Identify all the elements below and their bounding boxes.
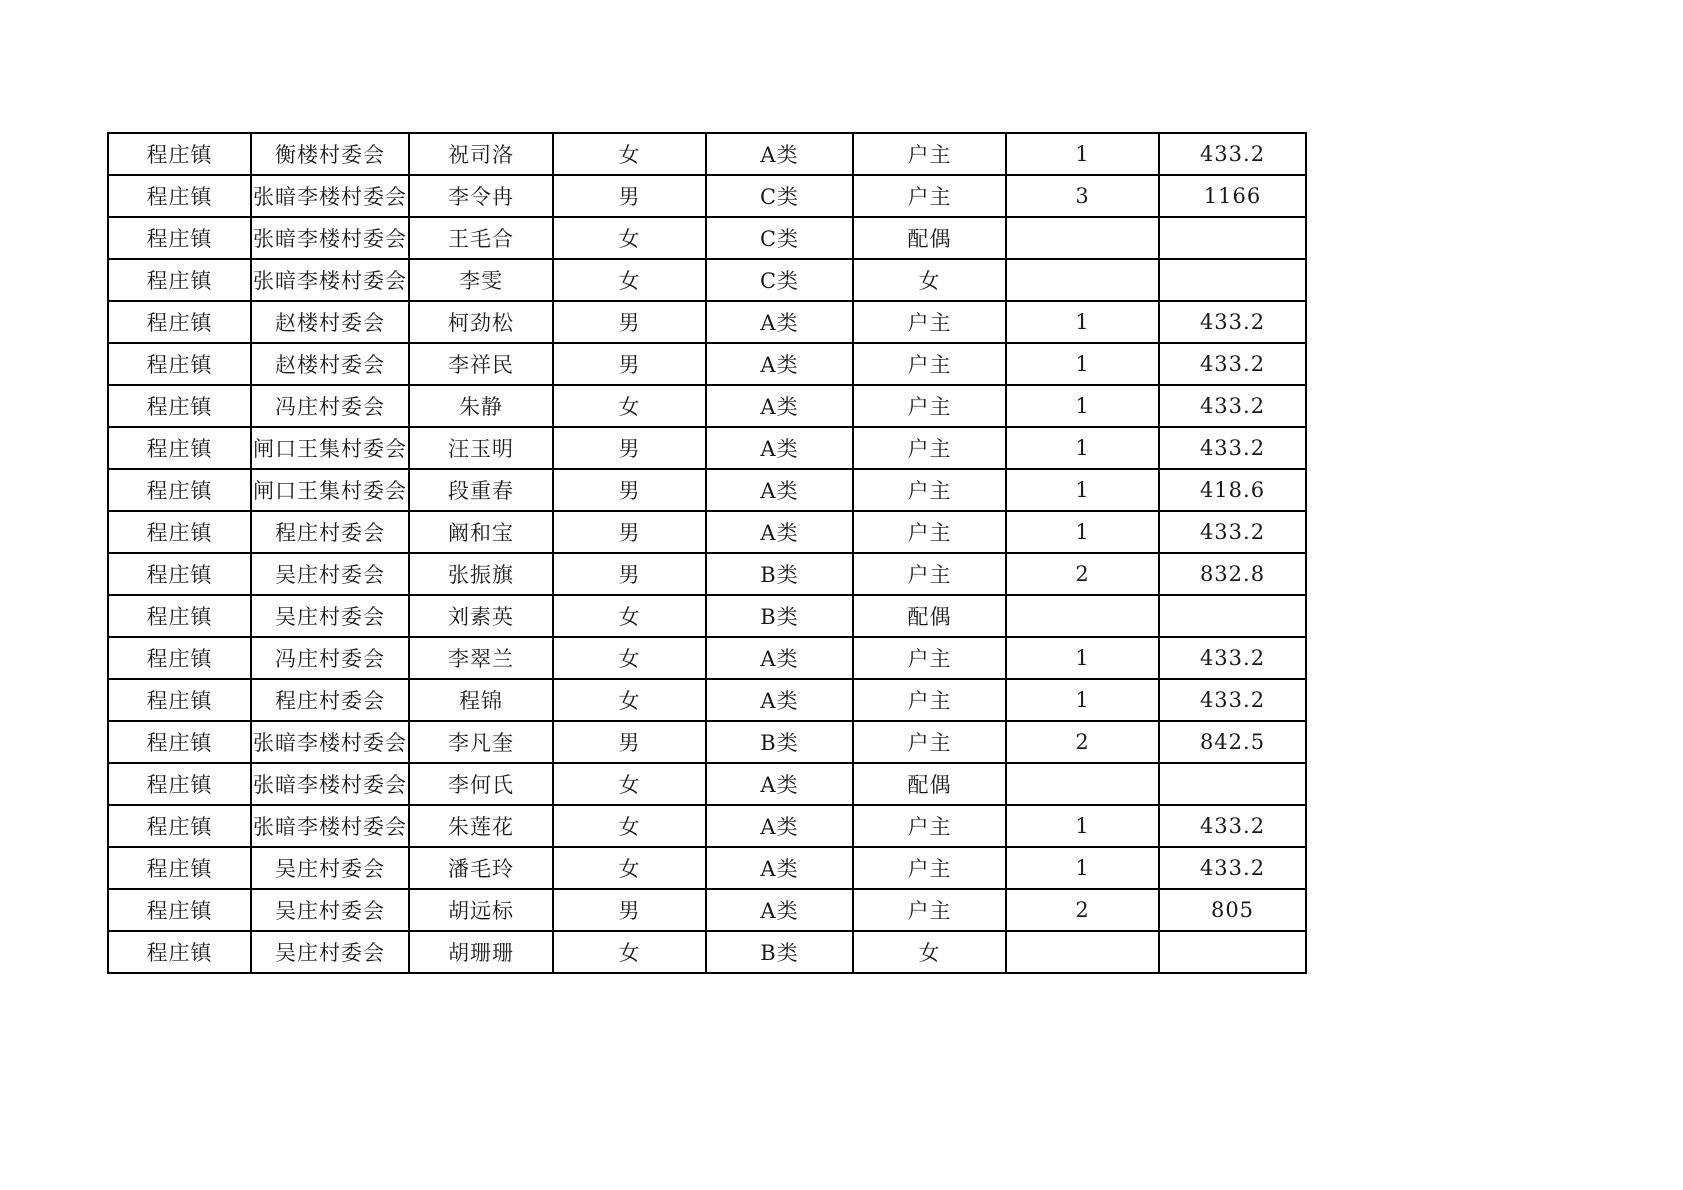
table-cell: 朱莲花 (409, 805, 553, 847)
table-cell: 程庄镇 (108, 595, 251, 637)
table-cell: 吴庄村委会 (251, 595, 409, 637)
table-cell: 433.2 (1159, 427, 1306, 469)
table-cell: 张暗李楼村委会 (251, 217, 409, 259)
table-cell: 程庄镇 (108, 763, 251, 805)
table-cell: 女 (553, 217, 706, 259)
table-row (108, 427, 1306, 469)
table-cell: 冯庄村委会 (251, 385, 409, 427)
table-cell: 张暗李楼村委会 (251, 721, 409, 763)
table-row (108, 721, 1306, 763)
table-cell: 户主 (853, 469, 1006, 511)
table-row (108, 763, 1306, 805)
table-cell: 女 (553, 931, 706, 973)
table-cell: 2 (1006, 553, 1159, 595)
table-cell: 程庄镇 (108, 847, 251, 889)
table-row (108, 511, 1306, 553)
table-cell: 户主 (853, 805, 1006, 847)
table-cell: 程庄镇 (108, 931, 251, 973)
table-cell: 吴庄村委会 (251, 553, 409, 595)
table-cell: 户主 (853, 847, 1006, 889)
table-cell: 户主 (853, 175, 1006, 217)
table-cell: A类 (706, 763, 853, 805)
table-cell: 户主 (853, 385, 1006, 427)
table-cell: 张振旗 (409, 553, 553, 595)
table-cell: 胡远标 (409, 889, 553, 931)
table-cell: 1 (1006, 385, 1159, 427)
table-cell: 程锦 (409, 679, 553, 721)
table-cell: 2 (1006, 889, 1159, 931)
table-cell: 433.2 (1159, 511, 1306, 553)
table-row (108, 133, 1306, 175)
table-cell: B类 (706, 553, 853, 595)
table-cell: 433.2 (1159, 847, 1306, 889)
table-cell: 张暗李楼村委会 (251, 763, 409, 805)
table-row (108, 679, 1306, 721)
table-cell: 配偶 (853, 763, 1006, 805)
table-cell: 女 (553, 385, 706, 427)
table-cell: 闸口王集村委会 (251, 427, 409, 469)
table-cell: 1 (1006, 469, 1159, 511)
table-row (108, 553, 1306, 595)
table-cell: 程庄镇 (108, 679, 251, 721)
table-cell: 433.2 (1159, 385, 1306, 427)
table-cell: 程庄镇 (108, 133, 251, 175)
table-row (108, 931, 1306, 973)
table-cell: 汪玉明 (409, 427, 553, 469)
table-cell: A类 (706, 679, 853, 721)
table-cell: 吴庄村委会 (251, 931, 409, 973)
table-cell: 李雯 (409, 259, 553, 301)
table-cell: 男 (553, 469, 706, 511)
table-cell: 朱静 (409, 385, 553, 427)
table-cell: 1 (1006, 301, 1159, 343)
table-cell: B类 (706, 721, 853, 763)
table-cell: 程庄镇 (108, 427, 251, 469)
table-cell: C类 (706, 259, 853, 301)
table-cell: 衡楼村委会 (251, 133, 409, 175)
table-cell: 阚和宝 (409, 511, 553, 553)
table-cell (1159, 217, 1306, 259)
table-cell: 张暗李楼村委会 (251, 175, 409, 217)
table-cell: C类 (706, 217, 853, 259)
table-cell: 吴庄村委会 (251, 847, 409, 889)
table-cell: 户主 (853, 889, 1006, 931)
table-cell: 户主 (853, 301, 1006, 343)
table-cell: 刘素英 (409, 595, 553, 637)
table-cell: 女 (853, 931, 1006, 973)
table-cell: 李凡奎 (409, 721, 553, 763)
table-cell: 潘毛玲 (409, 847, 553, 889)
table-cell: 祝司洛 (409, 133, 553, 175)
table-cell: 程庄镇 (108, 301, 251, 343)
table-cell: 王毛合 (409, 217, 553, 259)
table-cell: 男 (553, 175, 706, 217)
table-cell: 1 (1006, 637, 1159, 679)
table-cell: 1 (1006, 427, 1159, 469)
table-cell: 女 (553, 763, 706, 805)
table-cell: 女 (553, 679, 706, 721)
table-row (108, 637, 1306, 679)
table-cell: 1 (1006, 343, 1159, 385)
table-cell: A类 (706, 805, 853, 847)
table-row (108, 469, 1306, 511)
table-cell: 女 (553, 805, 706, 847)
table-row (108, 847, 1306, 889)
table-cell: 程庄镇 (108, 721, 251, 763)
table-cell: 户主 (853, 427, 1006, 469)
table-cell: 程庄镇 (108, 343, 251, 385)
table-cell: 433.2 (1159, 637, 1306, 679)
table-cell: C类 (706, 175, 853, 217)
table-cell: 程庄村委会 (251, 679, 409, 721)
table-cell: 1 (1006, 511, 1159, 553)
table-row (108, 343, 1306, 385)
table-cell: 男 (553, 553, 706, 595)
table-cell: 2 (1006, 721, 1159, 763)
table-cell: 柯劲松 (409, 301, 553, 343)
table-cell: 433.2 (1159, 679, 1306, 721)
table-cell: 户主 (853, 679, 1006, 721)
table-cell: 段重春 (409, 469, 553, 511)
table-cell: 程庄镇 (108, 889, 251, 931)
table-cell: 女 (853, 259, 1006, 301)
table-cell: 女 (553, 637, 706, 679)
table-cell: 程庄镇 (108, 217, 251, 259)
table-cell: 程庄镇 (108, 511, 251, 553)
table-cell: 1 (1006, 847, 1159, 889)
table-cell: 冯庄村委会 (251, 637, 409, 679)
table-cell: 3 (1006, 175, 1159, 217)
table-cell: 程庄镇 (108, 553, 251, 595)
table-cell: 418.6 (1159, 469, 1306, 511)
table-cell: 1 (1006, 679, 1159, 721)
table-container (107, 132, 1307, 974)
table-cell: 男 (553, 511, 706, 553)
table-cell: 李翠兰 (409, 637, 553, 679)
table-cell: A类 (706, 133, 853, 175)
table-cell: A类 (706, 889, 853, 931)
table-cell (1006, 931, 1159, 973)
table-cell: 配偶 (853, 217, 1006, 259)
table-cell: 1 (1006, 133, 1159, 175)
table-cell: 女 (553, 259, 706, 301)
table-cell: 1166 (1159, 175, 1306, 217)
table-cell: 433.2 (1159, 343, 1306, 385)
table-cell (1159, 763, 1306, 805)
table-cell (1159, 595, 1306, 637)
table-cell: A类 (706, 637, 853, 679)
table-cell: 闸口王集村委会 (251, 469, 409, 511)
table-body (108, 133, 1306, 973)
table-cell: 李令冉 (409, 175, 553, 217)
table-cell (1006, 217, 1159, 259)
table-cell: 程庄镇 (108, 637, 251, 679)
benefit-roster-table (107, 132, 1307, 974)
table-cell: 程庄镇 (108, 385, 251, 427)
table-row (108, 175, 1306, 217)
table-cell: 433.2 (1159, 301, 1306, 343)
table-cell: 户主 (853, 637, 1006, 679)
table-row (108, 595, 1306, 637)
table-cell: 男 (553, 721, 706, 763)
table-cell (1006, 259, 1159, 301)
table-cell: 程庄镇 (108, 805, 251, 847)
table-cell: B类 (706, 931, 853, 973)
table-cell: 户主 (853, 553, 1006, 595)
table-cell: 842.5 (1159, 721, 1306, 763)
table-cell (1006, 595, 1159, 637)
table-cell: 张暗李楼村委会 (251, 805, 409, 847)
table-cell: 配偶 (853, 595, 1006, 637)
table-cell: A类 (706, 469, 853, 511)
table-cell: 女 (553, 133, 706, 175)
table-row (108, 301, 1306, 343)
table-cell: B类 (706, 595, 853, 637)
table-cell: 男 (553, 301, 706, 343)
table-cell (1006, 763, 1159, 805)
table-cell: 男 (553, 889, 706, 931)
table-cell: A类 (706, 301, 853, 343)
table-cell: A类 (706, 847, 853, 889)
table-cell: 程庄镇 (108, 259, 251, 301)
table-row (108, 385, 1306, 427)
table-cell: A类 (706, 343, 853, 385)
table-cell: 吴庄村委会 (251, 889, 409, 931)
table-cell: 胡珊珊 (409, 931, 553, 973)
table-cell: 程庄镇 (108, 469, 251, 511)
table-cell: 男 (553, 427, 706, 469)
table-cell: 赵楼村委会 (251, 343, 409, 385)
table-row (108, 217, 1306, 259)
table-cell: A类 (706, 427, 853, 469)
table-row (108, 259, 1306, 301)
table-cell: 433.2 (1159, 805, 1306, 847)
table-cell: 户主 (853, 133, 1006, 175)
table-cell: 赵楼村委会 (251, 301, 409, 343)
table-cell: A类 (706, 385, 853, 427)
table-cell: 李祥民 (409, 343, 553, 385)
table-cell: A类 (706, 511, 853, 553)
table-cell: 程庄镇 (108, 175, 251, 217)
table-row (108, 805, 1306, 847)
table-row (108, 889, 1306, 931)
table-cell: 805 (1159, 889, 1306, 931)
table-cell: 女 (553, 595, 706, 637)
table-cell: 李何氏 (409, 763, 553, 805)
table-cell: 程庄村委会 (251, 511, 409, 553)
table-cell: 张暗李楼村委会 (251, 259, 409, 301)
table-cell (1159, 259, 1306, 301)
table-cell: 女 (553, 847, 706, 889)
table-cell: 832.8 (1159, 553, 1306, 595)
table-cell: 户主 (853, 511, 1006, 553)
table-cell: 433.2 (1159, 133, 1306, 175)
table-cell: 男 (553, 343, 706, 385)
table-cell (1159, 931, 1306, 973)
table-cell: 1 (1006, 805, 1159, 847)
table-cell: 户主 (853, 721, 1006, 763)
table-cell: 户主 (853, 343, 1006, 385)
